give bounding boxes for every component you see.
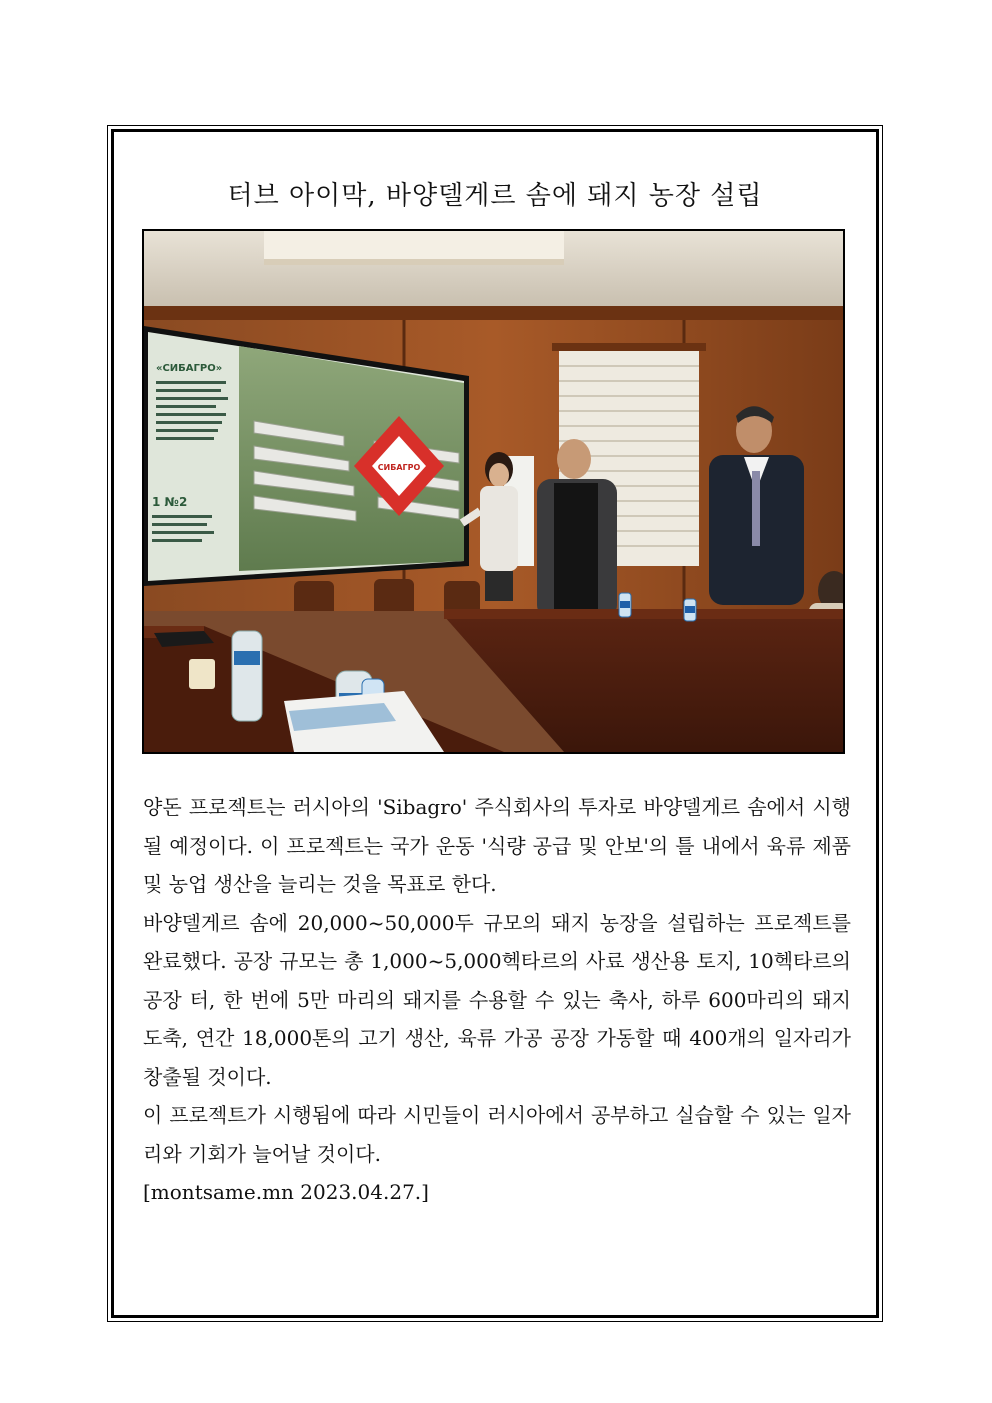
article-body bbox=[143, 788, 851, 1212]
article-title: 터브 아이막, 바양델게르 솜에 돼지 농장 설립 bbox=[227, 181, 763, 212]
source-citation: [montsame.mn 2023.04.27.] bbox=[143, 1180, 429, 1204]
paragraph: 이 프로젝트가 시행됨에 따라 시민들이 러시아에서 공부하고 실습할 수 있는 일자리와 기회가 늘어날 것이다. bbox=[143, 1103, 851, 1166]
screen-logo-text: СИБАГРО bbox=[377, 463, 421, 472]
paragraph: 양돈 프로젝트는 러시아의 'Sibagro' 주식회사의 투자로 바양델게르 솜에서 시행될 예정이다. 이 프로젝트는 국가 운동 '식량 공급 및 안보'의 틀 내에서 육류 제품 및 농업 생산을 늘리는 것을 목표로 한다. bbox=[143, 795, 851, 896]
screen-heading: «СИБАГРО» bbox=[156, 363, 223, 374]
screen-section: 1 №2 bbox=[152, 495, 188, 509]
article-photo bbox=[142, 229, 845, 754]
paragraph: 바양델게르 솜에 20,000~50,000두 규모의 돼지 농장을 설립하는 프로젝트를 완료했다. 공장 규모는 총 1,000~5,000헥타르의 사료 생산용 토지, 10헥타르의 공장 터, 한 번에 5만 마리의 돼지를 수용할 수 있는 축사, 하루 600마리의 돼지 도축, 연간 18,000톤의 고기 생산, 육류 가공 공장 가동할 때 400개의 일자리가 창출될 것이다. bbox=[143, 910, 851, 1089]
